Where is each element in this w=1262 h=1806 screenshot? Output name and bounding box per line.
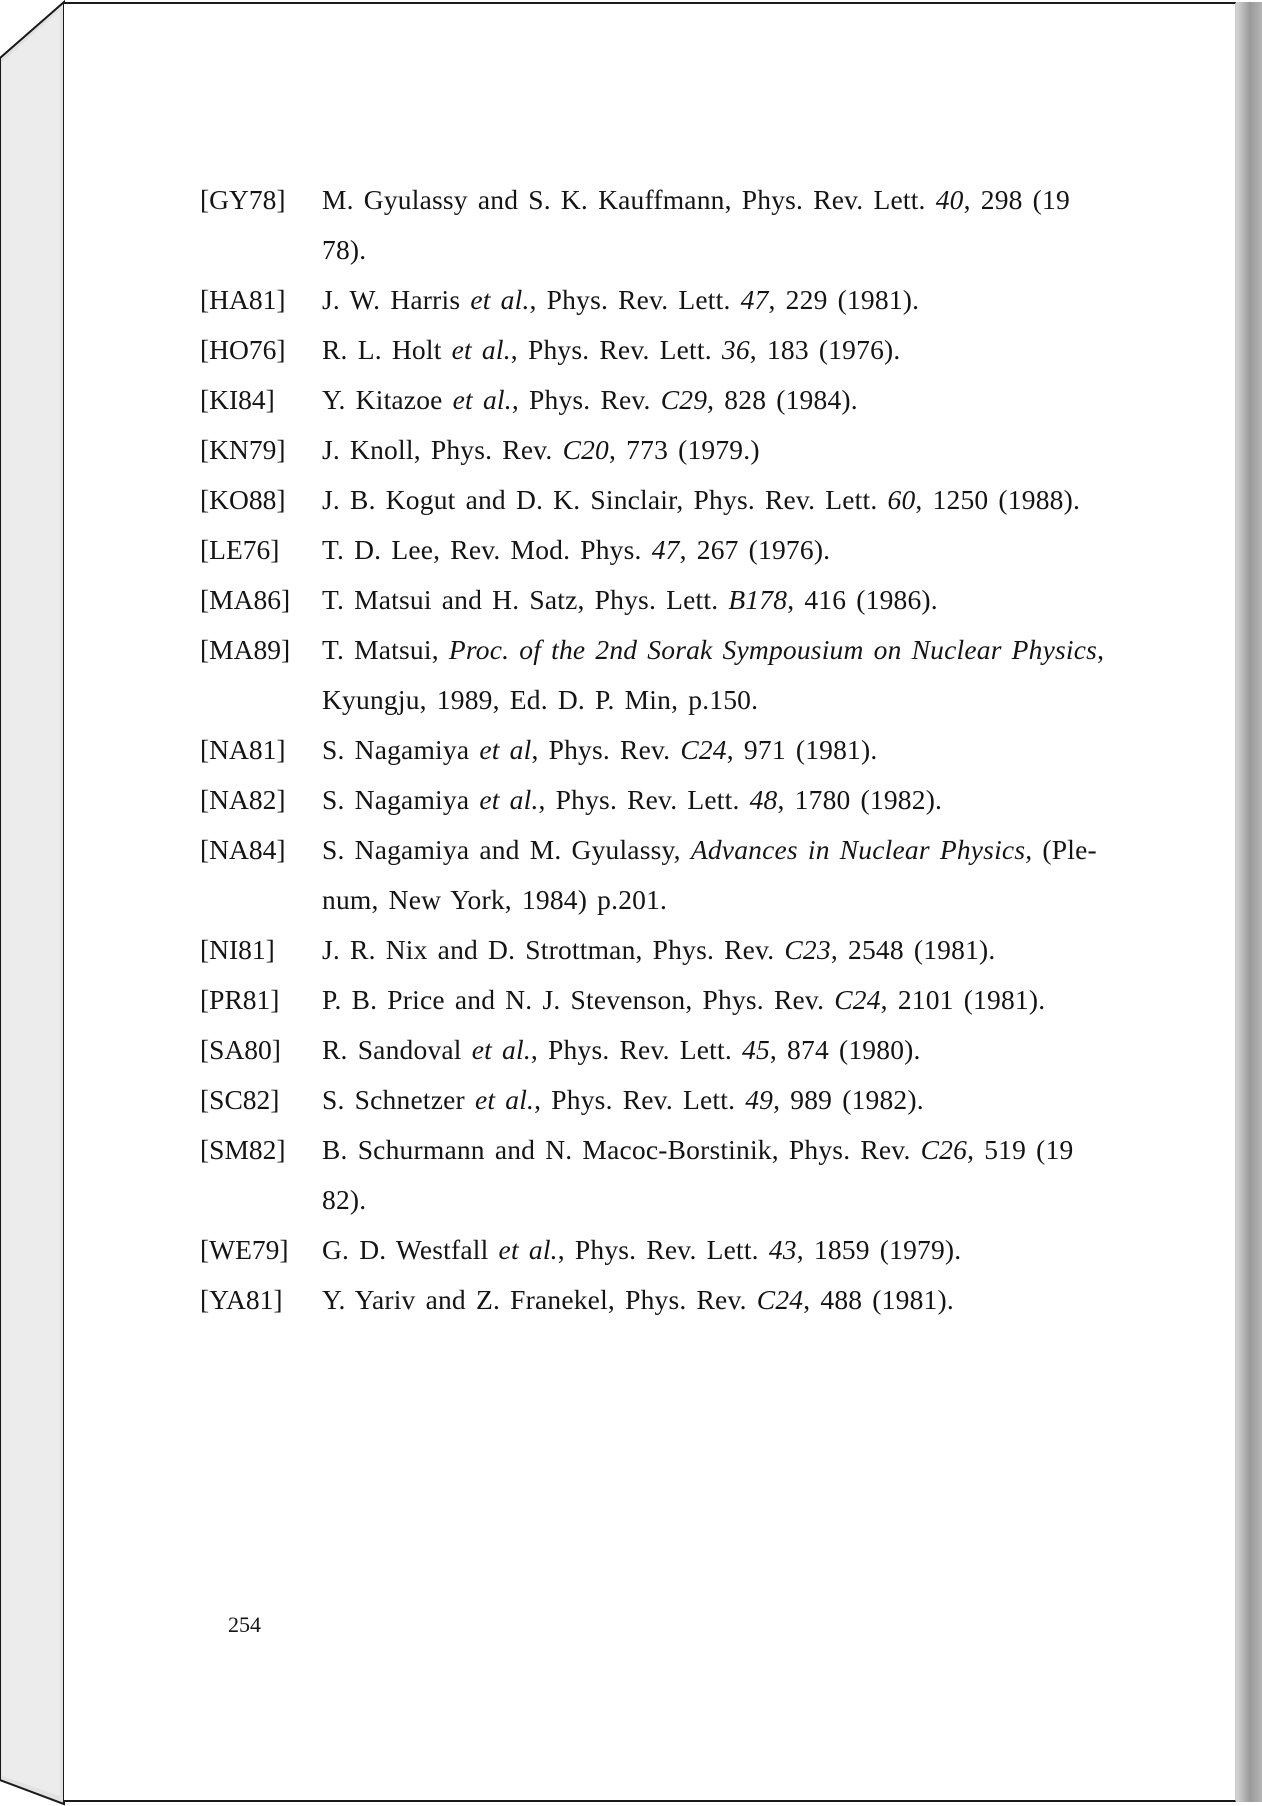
reference-text [322,825,1120,925]
reference-segment: R. Sandoval [322,1034,472,1065]
reference-italic: C24 [756,1284,804,1315]
reference-segment: , [1097,634,1105,665]
reference-segment: , Phys. Rev. Lett. [557,1234,769,1265]
reference-segment: B. Schurmann and N. Macoc-Borstinik, Phys. Rev. [322,1134,921,1165]
reference-segment: Y. Kitazoe [322,384,453,415]
reference-segment: S. Nagamiya [322,734,480,765]
reference-segment: G. D. Westfall [322,1234,499,1265]
reference-text [322,325,1120,375]
reference-italic: 60 [887,484,916,515]
reference-italic: C23 [784,934,831,965]
reference-key: [SC82] [200,1084,280,1115]
reference-line [322,1075,1120,1125]
reference-italic: B178 [728,584,788,615]
reference-text [322,575,1120,625]
reference-italic: 48 [749,784,778,815]
reference-segment: Kyungju, 1989, Ed. D. P. Min, p.150. [322,684,759,715]
reference-italic: C29 [660,384,708,415]
reference-segment: , 1859 (1979). [796,1234,962,1265]
reference-segment: , Phys. Rev. Lett. [529,284,741,315]
reference-italic: et al. [471,1034,531,1065]
reference-key: [MA86] [200,584,291,615]
reference-entry [200,1075,1120,1125]
reference-line [322,1025,1120,1075]
reference-key: [WE79] [200,1234,289,1265]
reference-line [322,475,1120,525]
reference-line [322,975,1120,1025]
reference-segment: , 416 (1986). [787,584,938,615]
reference-entry [200,625,1120,725]
reference-italic: 45 [742,1034,770,1065]
reference-segment: , 828 (1984). [707,384,858,415]
reference-segment: , Phys. Rev. Lett. [530,1034,742,1065]
reference-segment: J. R. Nix and D. Strottman, Phys. Rev. [322,934,785,965]
reference-segment: 78). [322,234,367,265]
reference-entry [200,725,1120,775]
reference-line [322,375,1120,425]
reference-entry [200,975,1120,1025]
reference-key: [LE76] [200,534,280,565]
reference-key: [NA84] [200,834,286,865]
reference-line [322,1225,1120,1275]
reference-line [322,775,1120,825]
reference-key: [NA82] [200,784,286,815]
reference-entry [200,175,1120,275]
reference-line [322,875,1120,925]
reference-entry [200,325,1120,375]
reference-segment: , Phys. Rev. Lett. [534,1084,746,1115]
reference-segment: , 2101 (1981). [880,984,1046,1015]
reference-text [322,1025,1120,1075]
page-edge-shadow [1232,2,1262,1802]
reference-key: [SA80] [200,1034,281,1065]
reference-key: [HO76] [200,334,286,365]
reference-text [322,1275,1120,1325]
reference-italic: Advances in Nuclear Physics, [690,834,1033,865]
page-number: 254 [228,1612,261,1637]
reference-segment: num, New York, 1984) p.201. [322,884,668,915]
reference-key: [NA81] [200,734,286,765]
reference-italic: 43 [768,1234,797,1265]
reference-segment: , 2548 (1981). [830,934,996,965]
reference-text [322,375,1120,425]
reference-segment: R. L. Holt [322,334,452,365]
reference-segment: , 229 (1981). [768,284,920,315]
reference-segment: T. Matsui, [322,634,449,665]
reference-italic: 49 [745,1084,774,1115]
reference-line [322,725,1120,775]
reference-text [322,775,1120,825]
reference-key: [SM82] [200,1134,286,1165]
reference-segment: , Phys. Rev. Lett. [510,334,722,365]
reference-line [322,275,1120,325]
reference-segment: J. Knoll, Phys. Rev. [322,434,563,465]
reference-segment: (Ple- [1032,834,1097,865]
reference-key: [YA81] [200,1284,283,1315]
reference-segment: P. B. Price and N. J. Stevenson, Phys. Rev. [322,984,835,1015]
reference-text [322,625,1120,725]
reference-list [200,175,1120,1325]
reference-text [322,275,1120,325]
reference-entry [200,275,1120,325]
reference-segment: , 1780 (1982). [777,784,943,815]
reference-key: [NI81] [200,934,275,965]
reference-segment: , Phys. Rev. Lett. [538,784,750,815]
reference-segment: , 298 (19 [963,184,1070,215]
reference-line [322,1275,1120,1325]
reference-segment: S. Nagamiya and M. Gyulassy, [322,834,691,865]
reference-segment: J. B. Kogut and D. K. Sinclair, Phys. Rev. Lett. [322,484,888,515]
reference-entry [200,575,1120,625]
reference-key: [PR81] [200,984,280,1015]
reference-segment: M. Gyulassy and S. K. Kauffmann, Phys. Rev. Lett. [322,184,936,215]
reference-entry [200,1275,1120,1325]
reference-text [322,975,1120,1025]
reference-line [322,325,1120,375]
reference-italic: et al. [498,1234,558,1265]
reference-segment: , 1250 (1988). [915,484,1081,515]
reference-line [322,225,1120,275]
reference-key: [GY78] [200,184,286,215]
reference-italic: 47 [651,534,680,565]
reference-segment: , 773 (1979.) [609,434,760,465]
reference-segment: , 971 (1981). [726,734,878,765]
reference-text [322,1075,1120,1125]
reference-segment: , 519 (19 [967,1134,1074,1165]
reference-line [322,1125,1120,1175]
reference-key: [MA89] [200,634,291,665]
reference-text [322,725,1120,775]
reference-segment: , 488 (1981). [803,1284,954,1315]
reference-italic: C24 [680,734,727,765]
reference-italic: et al. [451,334,511,365]
reference-line [322,675,1120,725]
reference-italic: 40 [935,184,964,215]
reference-text [322,1125,1120,1225]
reference-entry [200,375,1120,425]
reference-italic: C26 [920,1134,968,1165]
reference-italic: C20 [562,434,610,465]
reference-segment: , 989 (1982). [773,1084,924,1115]
reference-text [322,475,1120,525]
reference-italic: C24 [834,984,881,1015]
reference-text [322,425,1120,475]
reference-segment: Y. Yariv and Z. Franekel, Phys. Rev. [322,1284,757,1315]
reference-line [322,175,1120,225]
reference-segment: J. W. Harris [322,284,471,315]
reference-entry [200,1225,1120,1275]
reference-entry [200,1025,1120,1075]
reference-line [322,425,1120,475]
reference-segment: S. Schnetzer [322,1084,475,1115]
reference-line [322,1175,1120,1225]
reference-line [322,825,1120,875]
reference-key: [KI84] [200,384,275,415]
reference-italic: et al. [479,784,539,815]
reference-entry [200,525,1120,575]
reference-line [322,575,1120,625]
reference-segment: , 183 (1976). [749,334,901,365]
reference-text [322,175,1120,275]
reference-key: [KN79] [200,434,286,465]
reference-segment: , 874 (1980). [769,1034,921,1065]
reference-segment: T. D. Lee, Rev. Mod. Phys. [322,534,652,565]
reference-text [322,1225,1120,1275]
reference-italic: 47 [740,284,769,315]
reference-text [322,525,1120,575]
reference-entry [200,775,1120,825]
reference-entry [200,425,1120,475]
reference-entry [200,475,1120,525]
reference-segment: , Phys. Rev. [531,734,681,765]
reference-entry [200,925,1120,975]
reference-italic: 36 [721,334,750,365]
reference-key: [KO88] [200,484,286,515]
reference-entry [200,825,1120,925]
reference-italic: Proc. of the 2nd Sorak Sympousium on Nuclear Physics [448,634,1098,665]
reference-text [322,925,1120,975]
reference-italic: et al. [470,284,530,315]
reference-italic: et al. [474,1084,535,1115]
reference-line [322,625,1120,675]
reference-segment: T. Matsui and H. Satz, Phys. Lett. [322,584,729,615]
reference-line [322,525,1120,575]
reference-segment: , 267 (1976). [679,534,831,565]
reference-italic: et al. [452,384,512,415]
reference-entry [200,1125,1120,1225]
reference-line [322,925,1120,975]
reference-key: [HA81] [200,284,286,315]
reference-segment: S. Nagamiya [322,784,480,815]
reference-segment: 82). [322,1184,367,1215]
reference-italic: et al [479,734,532,765]
reference-segment: , Phys. Rev. [511,384,661,415]
